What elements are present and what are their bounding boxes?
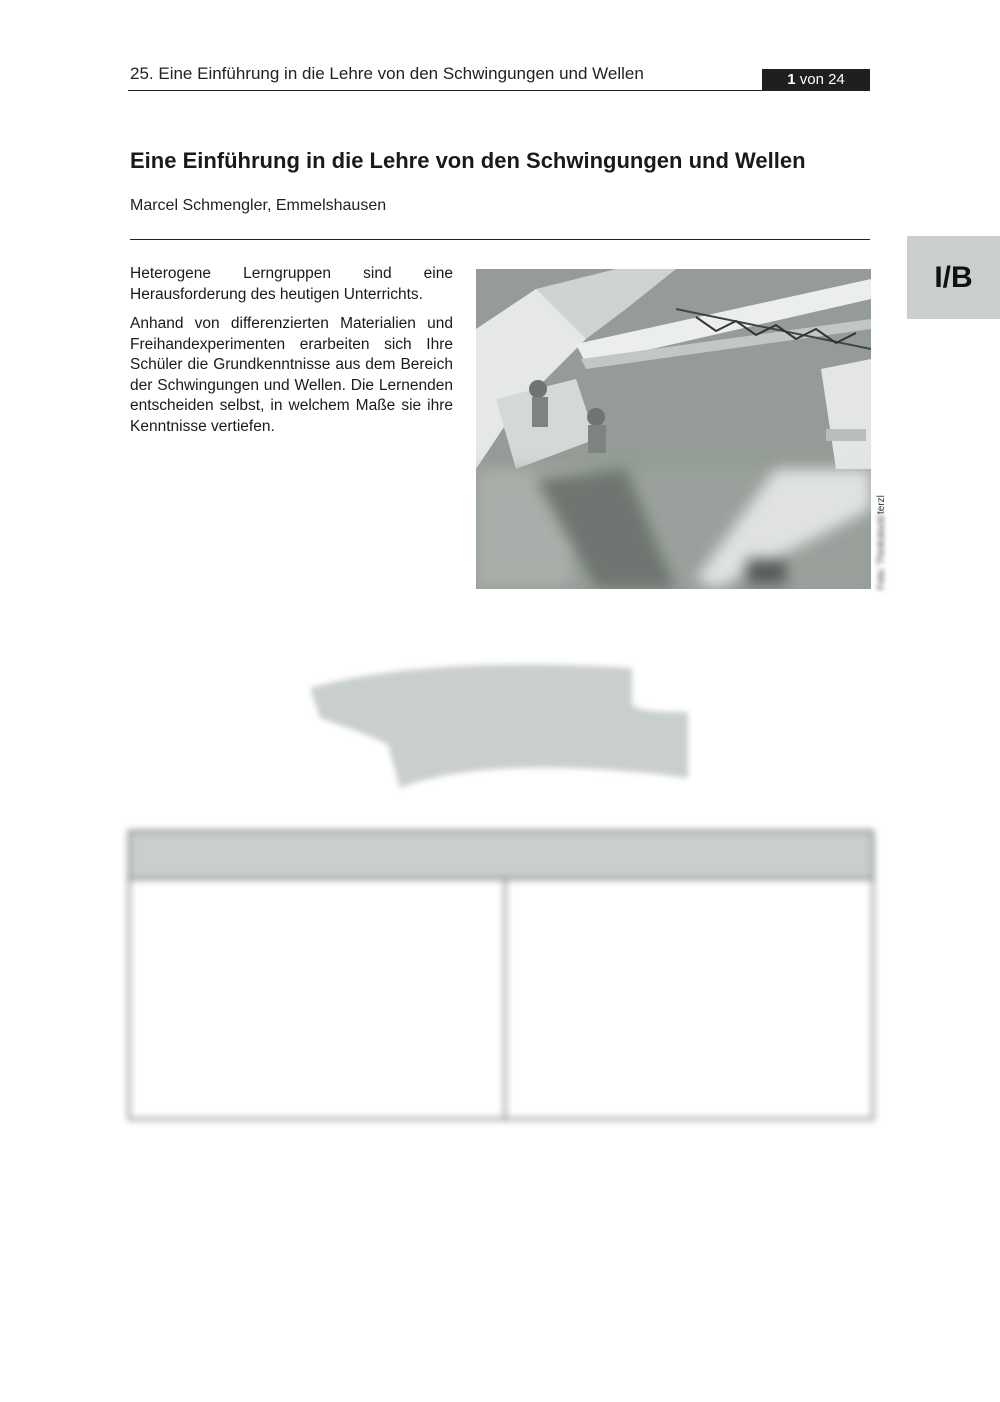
author-line: Marcel Schmengler, Emmelshausen: [130, 197, 387, 214]
title-rule: [130, 239, 870, 240]
overview-heading: [130, 832, 872, 880]
page-total: von 24: [799, 71, 845, 88]
overview-left-column: [130, 880, 506, 1118]
header-title: 25. Eine Einführung in die Lehre von den Schwingungen und Wellen: [130, 64, 644, 83]
overview-right-column: [506, 880, 872, 1118]
page-number-badge: [762, 69, 870, 91]
document-title: Eine Einführung in die Lehre von den Schwingungen und Wellen: [130, 148, 806, 173]
page-current: 1: [787, 71, 796, 88]
promo-banner: [310, 660, 690, 790]
photo-blurred-area: [476, 469, 871, 589]
photo-credit: Foto: Thinkstock/terzl: [876, 495, 887, 590]
intro-paragraph-2: Anhand von differenzierten Materialien und Freihandexperimenten erarbeiten sich Ihre Schüler die Grundkenntnisse aus dem Bereich der Schwingungen und Wellen. Die Lernenden entscheiden selbst, in welchem Maße sie ihre Kenntnisse vertiefen.: [130, 315, 453, 435]
intro-text: [130, 264, 453, 446]
section-tab: I/B: [907, 236, 1000, 319]
header-rule: [128, 90, 870, 91]
overview-box: [128, 830, 874, 1120]
fairground-ride-photo: [476, 269, 871, 589]
intro-paragraph-1: Heterogene Lerngruppen sind eine Herausforderung des heutigen Unterrichts.: [130, 265, 453, 303]
